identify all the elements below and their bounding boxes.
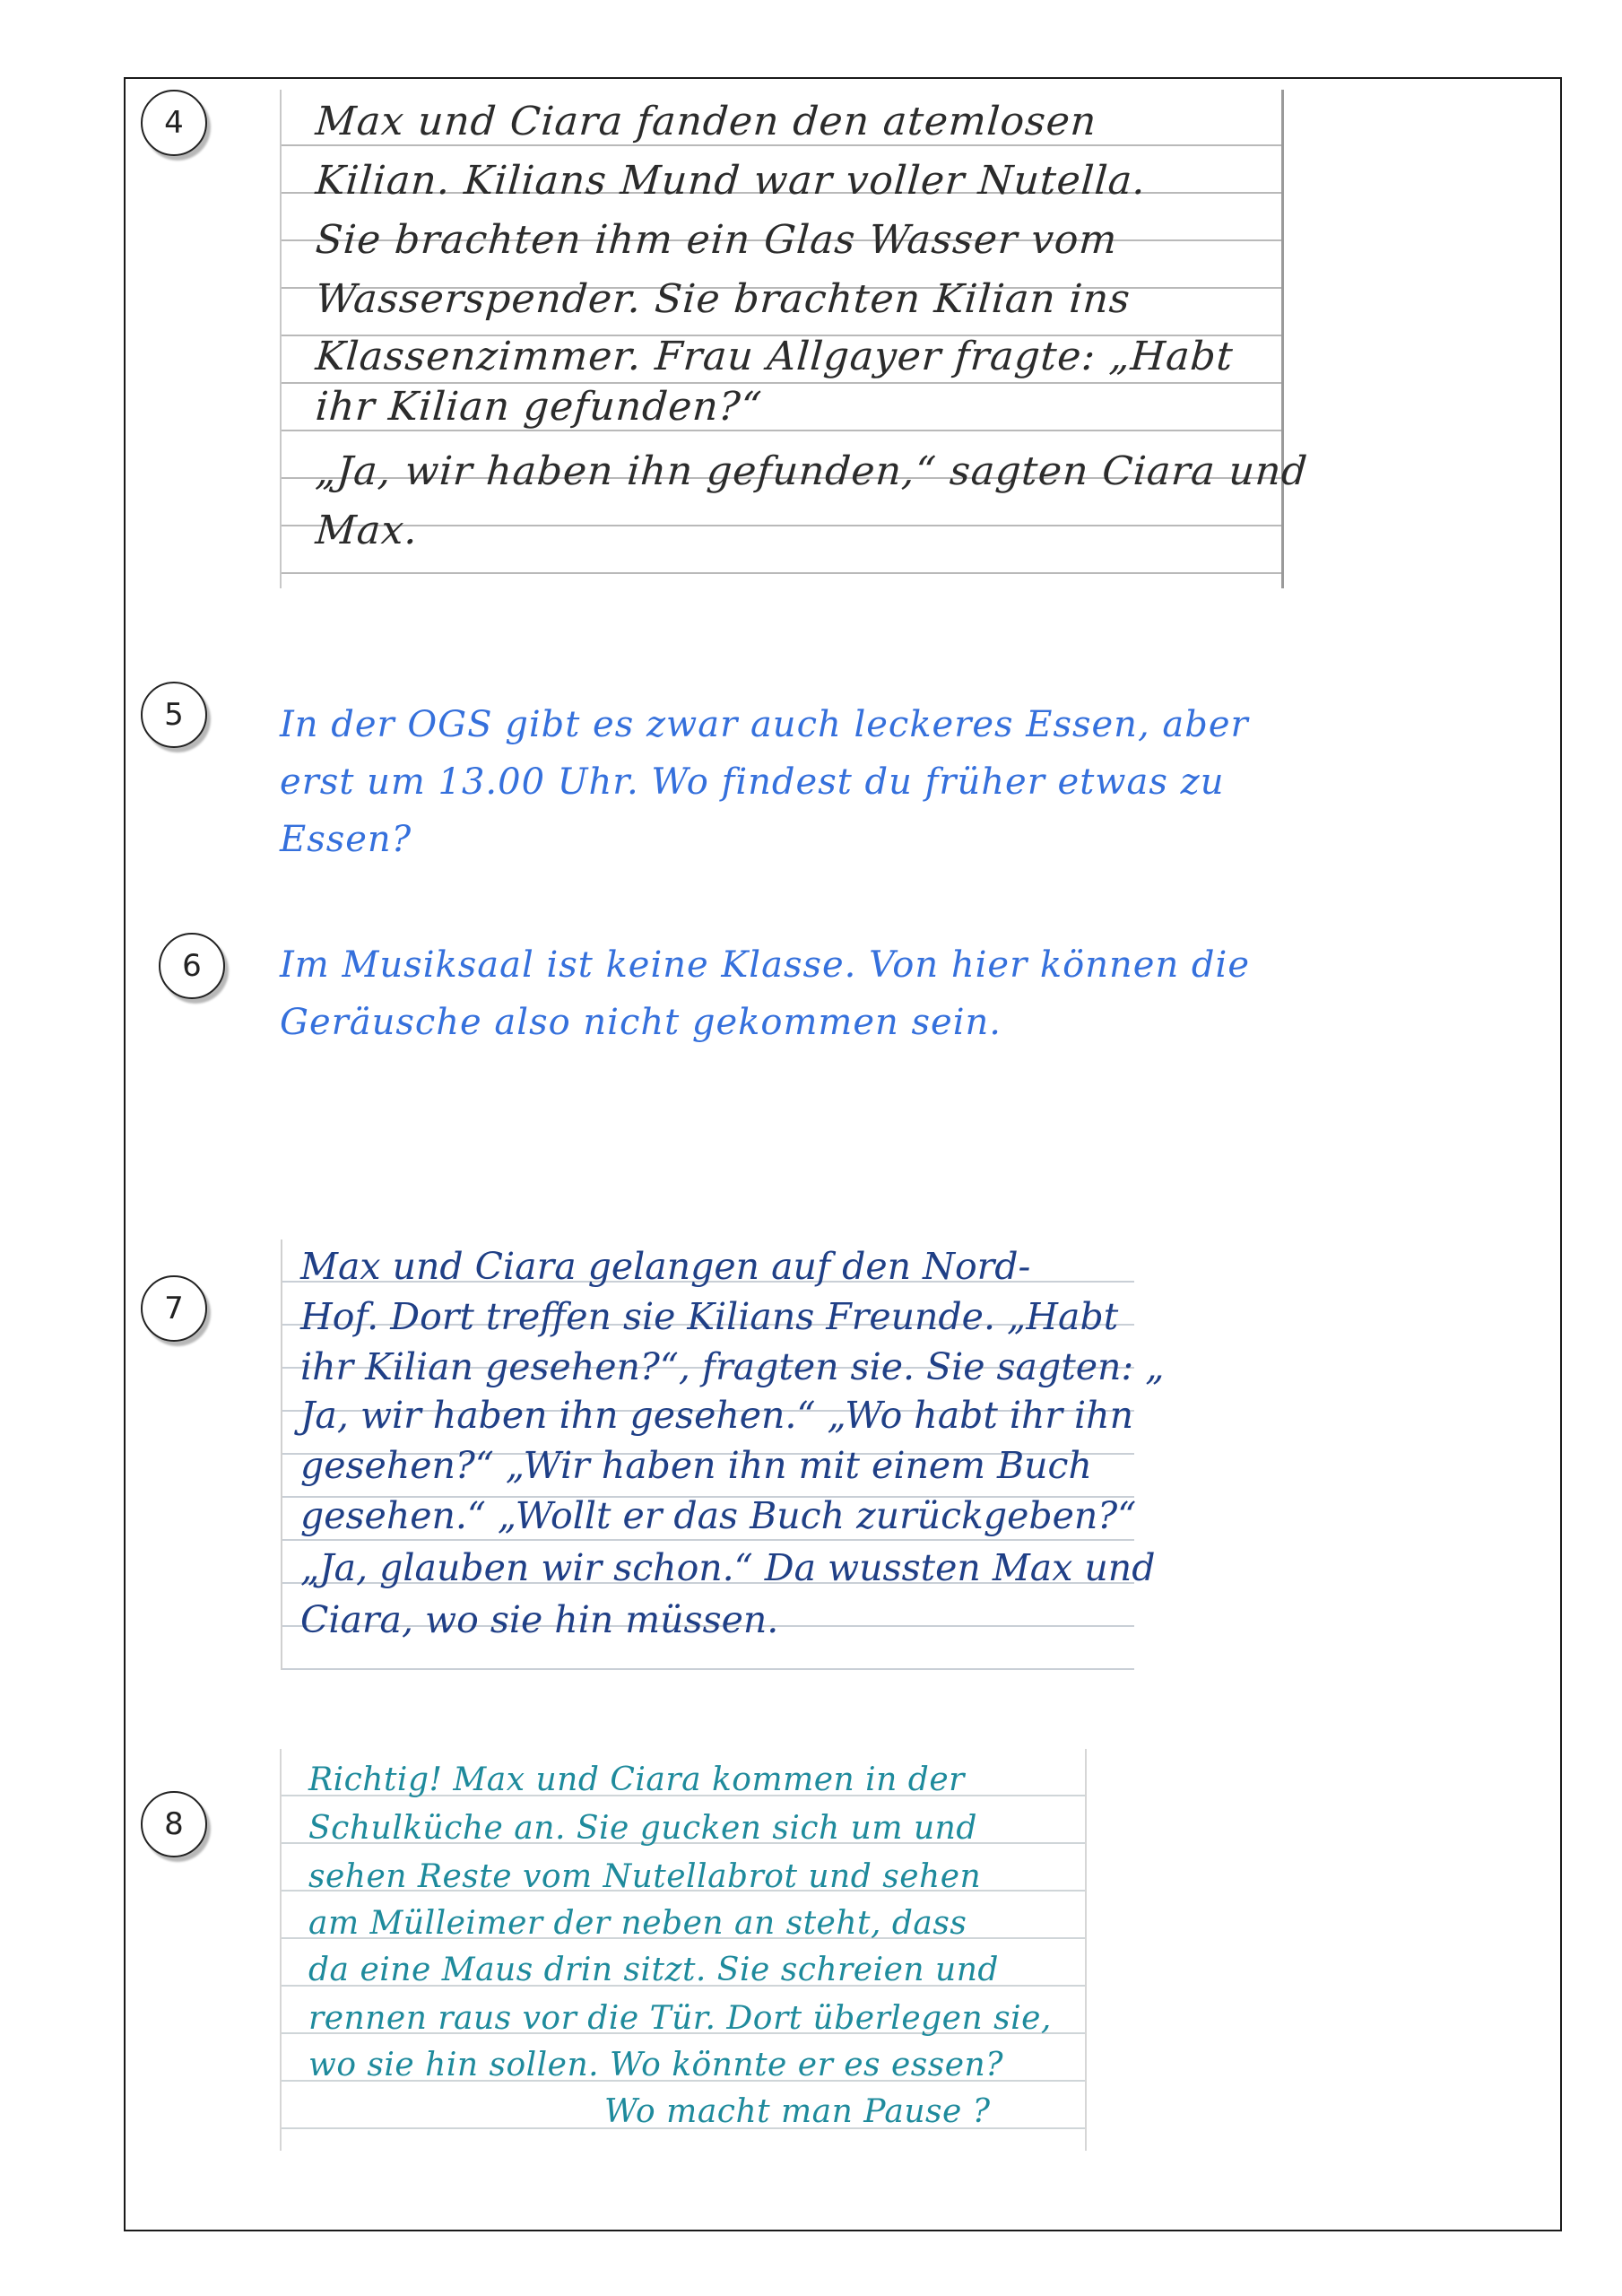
note-line: Schulküche an. Sie gucken sich um und xyxy=(308,1810,977,1847)
note-line: gesehen?“ „Wir haben ihn mit einem Buch xyxy=(300,1444,1092,1487)
note-line: Hof. Dort treffen sie Kilians Freunde. „Habt xyxy=(300,1295,1119,1338)
note-line: Wo macht man Pause ? xyxy=(604,2093,991,2130)
note-line: „Ja, wir haben ihn gefunden,“ sagten Ciara und xyxy=(314,448,1310,494)
note-line: Max. xyxy=(314,508,420,553)
clue-5 xyxy=(280,696,1249,868)
marker-5: 5 xyxy=(141,682,207,748)
marker-6: 6 xyxy=(159,933,225,999)
note-line: Ja, wir haben ihn gesehen.“ „Wo habt ihr ihn xyxy=(300,1394,1133,1437)
handwritten-note-7 xyxy=(281,1239,1165,1670)
note-line: Klassenzimmer. Frau Allgayer fragte: „Habt xyxy=(314,334,1236,379)
clue-6 xyxy=(280,936,1250,1051)
note-line: gesehen.“ „Wollt er das Buch zurückgeben?“ xyxy=(300,1494,1137,1537)
note-line: ihr Kilian gesehen?“, fragten sie. Sie sagten: „ xyxy=(300,1345,1165,1388)
marker-4: 4 xyxy=(141,90,207,156)
clue-line: erst um 13.00 Uhr. Wo findest du früher etwas zu xyxy=(280,761,1225,803)
clue-line: Geräusche also nicht gekommen sein. xyxy=(280,1002,1002,1043)
clue-line: Essen? xyxy=(280,819,412,860)
note-line: am Mülleimer der neben an steht, dass xyxy=(308,1905,967,1942)
note-line: Max und Ciara gelangen auf den Nord- xyxy=(300,1245,1031,1288)
note-line: Ciara, wo sie hin müssen. xyxy=(300,1598,779,1641)
note-line: Kilian. Kilians Mund war voller Nutella. xyxy=(314,158,1148,204)
note-line: da eine Maus drin sitzt. Sie schreien und xyxy=(308,1952,999,1988)
note-line: Richtig! Max und Ciara kommen in der xyxy=(308,1761,965,1798)
marker-8: 8 xyxy=(141,1791,207,1857)
handwritten-note-4 xyxy=(280,90,1310,588)
note-line: sehen Reste vom Nutellabrot und sehen xyxy=(308,1858,982,1895)
note-line: „Ja, glauben wir schon.“ Da wussten Max und xyxy=(300,1546,1156,1589)
clue-line: Im Musiksaal ist keine Klasse. Von hier können die xyxy=(280,944,1250,986)
note-line: rennen raus vor die Tür. Dort überlegen sie, xyxy=(308,2000,1052,2037)
note-line: Sie brachten ihm ein Glas Wasser vom xyxy=(314,217,1119,263)
clue-line: In der OGS gibt es zwar auch leckeres Essen, aber xyxy=(280,704,1249,745)
handwritten-note-8 xyxy=(280,1749,1087,2151)
marker-7: 7 xyxy=(141,1275,207,1342)
note-line: ihr Kilian gefunden?“ xyxy=(314,384,764,430)
note-line: wo sie hin sollen. Wo könnte er es essen? xyxy=(308,2047,1004,2083)
note-line: Wasserspender. Sie brachten Kilian ins xyxy=(314,276,1132,322)
note-line: Max und Ciara fanden den atemlosen xyxy=(314,99,1099,144)
